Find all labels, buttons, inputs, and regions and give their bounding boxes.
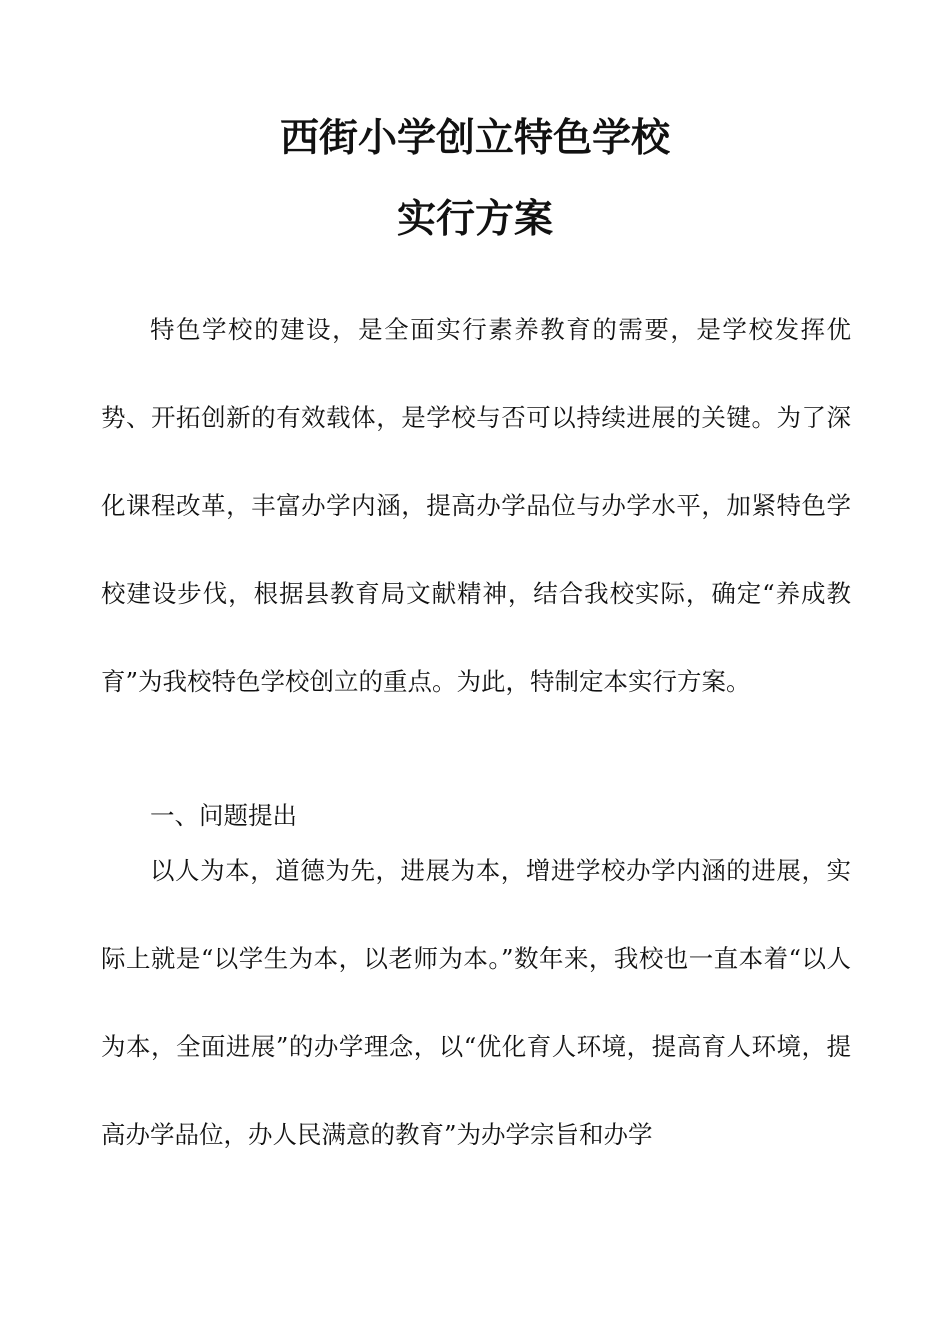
section-paragraph: 以人为本，道德为先，进展为本，增进学校办学内涵的进展，实际上就是“以学生为本，以老师为本。”数年来，我校也一直本着“以人为本，全面进展”的办学理念，以“优化育人环境，提高育人环境，提高办学品位，办人民满意的教育”为办学宗旨和办学 bbox=[101, 856, 851, 1149]
document-title-line-1: 西街小学创立特色学校 bbox=[279, 115, 670, 161]
intro-paragraph: 特色学校的建设，是全面实行素养教育的需要，是学校发挥优势、开拓创新的有效载体，是学校与否可以持续进展的关键。为了深化课程改革，丰富办学内涵，提高办学品位与办学水平，加紧特色学校建设步伐，根据县教育局文献精神，结合我校实际，确定“养成教育”为我校特色学校创立的重点。为此，特制定本实行方案。 bbox=[101, 315, 851, 696]
document-title-line-2: 实行方案 bbox=[396, 196, 553, 242]
section-heading-problem: 一、问题提出 bbox=[150, 801, 297, 830]
